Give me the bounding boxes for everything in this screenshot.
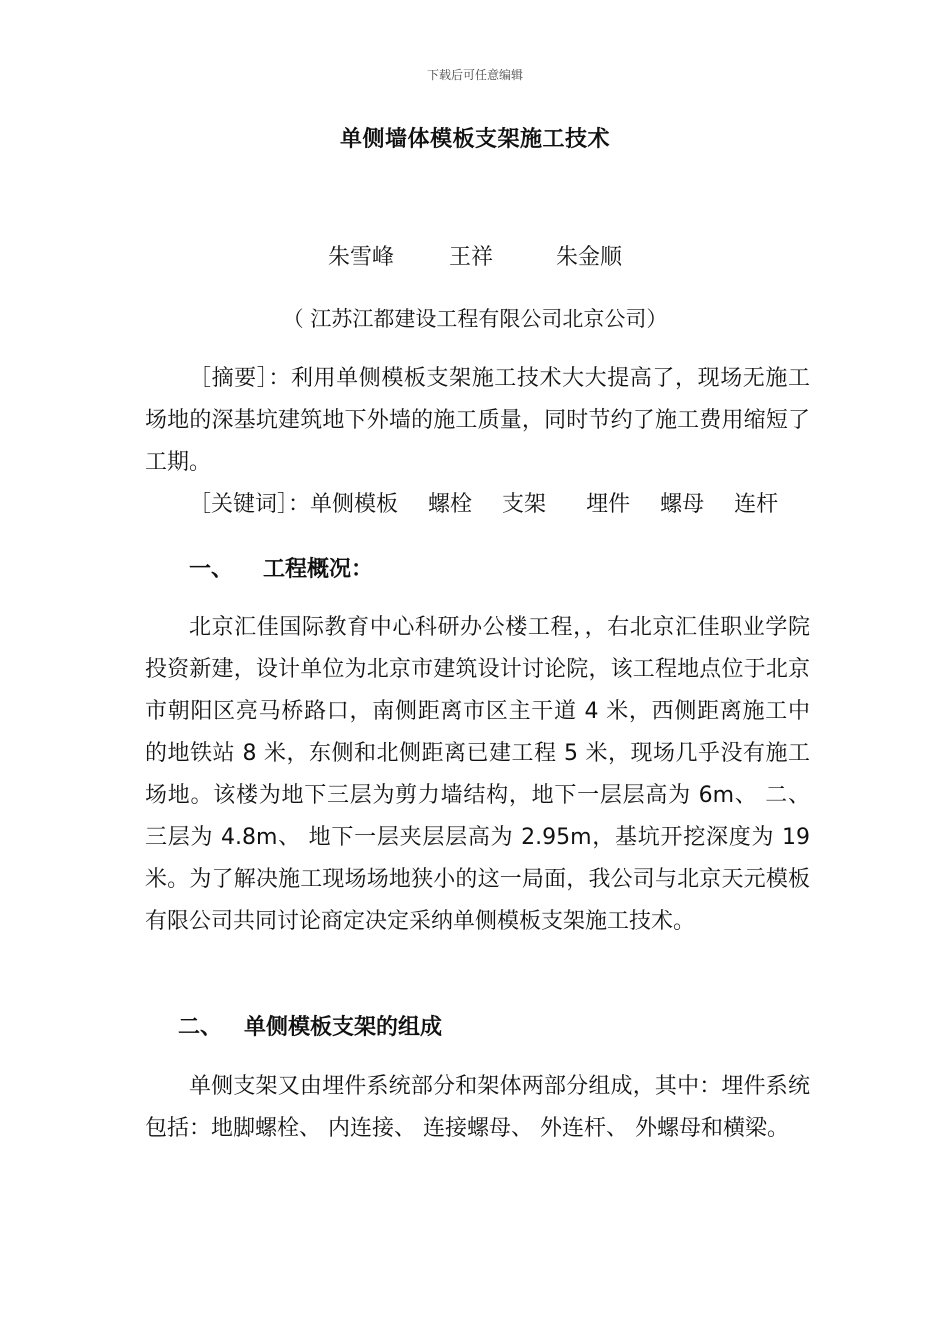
- keyword: 螺栓: [428, 492, 473, 517]
- document-title: 单侧墙体模板支架施工技术: [339, 127, 610, 152]
- section-number: 二、: [178, 1015, 223, 1040]
- author-list: [0, 240, 950, 271]
- section-paragraph: 单侧支架又由埋件系统部分和架体两部分组成，其中：埋件系统包括：地脚螺栓、 内连接、 连接螺母、 外连杆、 外螺母和横梁。: [145, 1074, 810, 1141]
- keyword: 螺母: [660, 492, 705, 517]
- section-title: 单侧模板支架的组成: [244, 1015, 443, 1040]
- keyword: 支架: [502, 492, 547, 517]
- section-title: 工程概况：: [263, 557, 374, 582]
- keyword: 埋件: [586, 492, 631, 517]
- keywords-line: [189, 484, 808, 526]
- author-name: 朱金顺: [556, 245, 623, 270]
- section-heading: [178, 1010, 442, 1041]
- keyword: 单侧模板: [310, 492, 399, 517]
- affiliation: （ 江苏江都建设工程有限公司北京公司）: [282, 307, 668, 331]
- keywords-label: ［关键词］：: [189, 492, 311, 517]
- keyword: 连杆: [734, 492, 779, 517]
- header-note: 下载后可任意编辑: [426, 68, 523, 82]
- author-name: 王祥: [448, 245, 493, 270]
- author-name: 朱雪峰: [327, 245, 394, 270]
- section-number: 一、: [189, 557, 234, 582]
- section-heading: [189, 552, 373, 583]
- abstract-paragraph: ［摘要］：利用单侧模板支架施工技术大大提高了，现场无施工场地的深基坑建筑地下外墙的施工质量，同时节约了施工费用缩短了工期。: [145, 366, 810, 475]
- section-paragraph: 北京汇佳国际教育中心科研办公楼工程，，右北京汇佳职业学院投资新建，设计单位为北京市建筑设计讨论院，该工程地点位于北京市朝阳区亮马桥路口，南侧距离市区主干道 4 米，西侧距离施工中的地铁站 8 米，东侧和北侧距离已建工程 5 米，现场几乎没有施工场地。该楼为地下三层为剪力墙结构，地下一层层高为 6m、 二、 三层为 4.8m、 地下一层夹层层高为 2.95m，基坑开挖深度为 19 米。为了解决施工现场场地狭小的这一局面，我公司与北京天元模板有限公司共同讨论商定决定采纳单侧模板支架施工技术。: [145, 615, 810, 934]
